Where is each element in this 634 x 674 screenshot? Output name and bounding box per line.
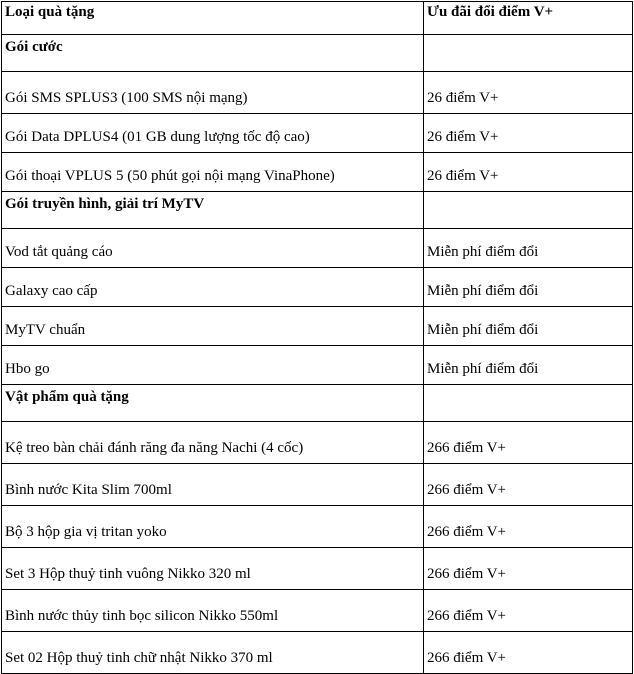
table-header-row (2, 2, 633, 35)
gift-name-cell: Vod tắt quảng cáo (2, 229, 424, 268)
points-cell: 26 điểm V+ (424, 153, 633, 192)
gift-name-cell: Set 02 Hộp thuỷ tinh chữ nhật Nikko 370 ml (2, 632, 424, 674)
points-cell (424, 385, 633, 422)
points-cell: Miễn phí điểm đổi (424, 346, 633, 385)
gift-name-cell: Galaxy cao cấp (2, 268, 424, 307)
table-section-row (2, 385, 633, 422)
header-gift-type: Loại quà tặng (2, 2, 424, 35)
table-section-row (2, 192, 633, 229)
points-cell: 266 điểm V+ (424, 590, 633, 632)
points-cell: 26 điểm V+ (424, 72, 633, 114)
points-cell: 266 điểm V+ (424, 632, 633, 674)
gift-name-cell: Bộ 3 hộp gia vị tritan yoko (2, 506, 424, 548)
section-title: Vật phẩm quà tặng (2, 385, 424, 422)
table-row (2, 268, 633, 307)
points-cell: 266 điểm V+ (424, 548, 633, 590)
points-cell: 266 điểm V+ (424, 422, 633, 464)
gift-name-cell: Set 3 Hộp thuỷ tinh vuông Nikko 320 ml (2, 548, 424, 590)
gift-name-cell: Gói Data DPLUS4 (01 GB dung lượng tốc độ cao) (2, 114, 424, 153)
table-row (2, 346, 633, 385)
section-title: Gói cước (2, 35, 424, 72)
points-cell: 266 điểm V+ (424, 464, 633, 506)
gift-name-cell: Kệ treo bàn chải đánh răng đa năng Nachi (4 cốc) (2, 422, 424, 464)
points-cell (424, 192, 633, 229)
gift-table (1, 1, 633, 674)
section-title: Gói truyền hình, giải trí MyTV (2, 192, 424, 229)
points-cell: Miễn phí điểm đổi (424, 307, 633, 346)
points-cell (424, 35, 633, 72)
gift-name-cell: Gói SMS SPLUS3 (100 SMS nội mạng) (2, 72, 424, 114)
table-section-row (2, 35, 633, 72)
points-cell: Miễn phí điểm đổi (424, 268, 633, 307)
table-row (2, 632, 633, 674)
gift-name-cell: Bình nước thủy tinh bọc silicon Nikko 550ml (2, 590, 424, 632)
gift-name-cell: MyTV chuẩn (2, 307, 424, 346)
header-points-offer: Ưu đãi đổi điểm V+ (424, 2, 633, 35)
gift-name-cell: Bình nước Kita Slim 700ml (2, 464, 424, 506)
points-cell: 26 điểm V+ (424, 114, 633, 153)
table-row (2, 153, 633, 192)
table-row (2, 229, 633, 268)
table-row (2, 548, 633, 590)
table-row (2, 114, 633, 153)
table-row (2, 506, 633, 548)
table-row (2, 72, 633, 114)
table-row (2, 307, 633, 346)
gift-name-cell: Gói thoại VPLUS 5 (50 phút gọi nội mạng VinaPhone) (2, 153, 424, 192)
gift-name-cell: Hbo go (2, 346, 424, 385)
table-row (2, 422, 633, 464)
points-cell: Miễn phí điểm đổi (424, 229, 633, 268)
points-cell: 266 điểm V+ (424, 506, 633, 548)
table-row (2, 464, 633, 506)
table-row (2, 590, 633, 632)
